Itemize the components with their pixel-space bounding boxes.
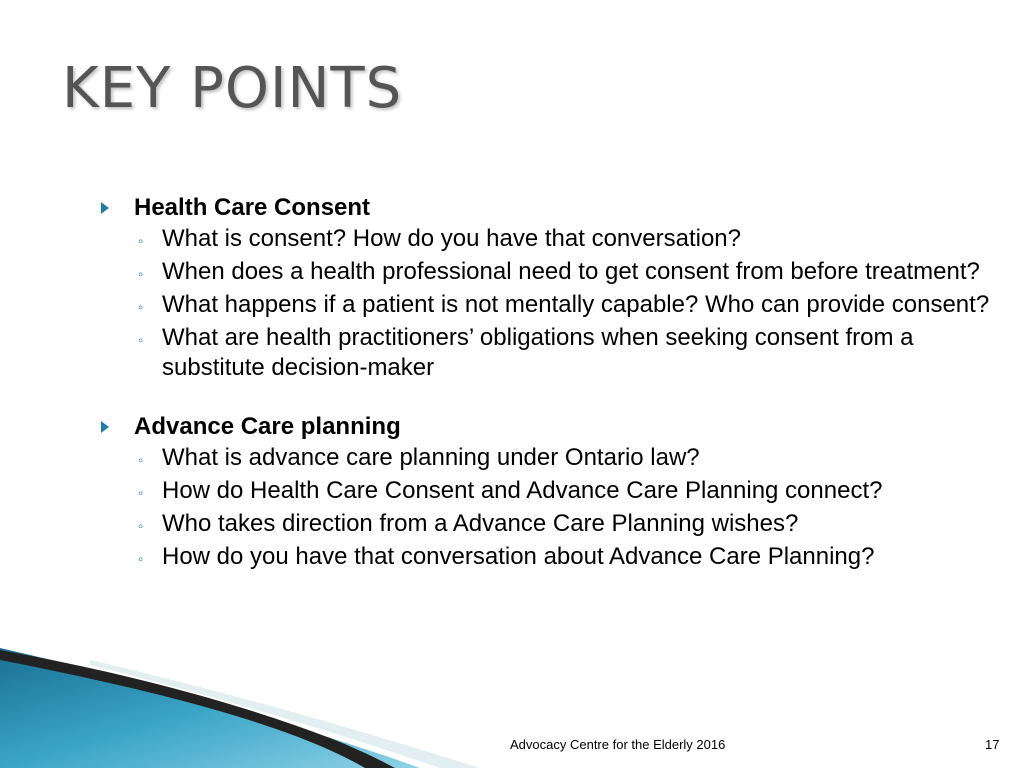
list-item: ◦ How do Health Care Consent and Advance Care Planning connect? (134, 476, 1000, 506)
triangle-right-icon (100, 201, 134, 215)
list-item: ◦ What is consent? How do you have that conversation? (134, 224, 1000, 254)
slide-title: KEY POINTS (62, 56, 403, 121)
sub-list (100, 443, 1000, 572)
section-heading: Health Care Consent (134, 194, 371, 221)
hollow-circle-icon: ◦ (138, 266, 144, 283)
list-item: ◦ How do you have that conversation about Advance Care Planning? (134, 542, 1000, 572)
list-item: ◦ What happens if a patient is not mentally capable? Who can provide consent? (134, 290, 1000, 320)
sub-list (100, 224, 1000, 383)
hollow-circle-icon: ◦ (138, 332, 144, 349)
triangle-right-icon (100, 420, 134, 434)
hollow-circle-icon: ◦ (138, 299, 144, 316)
hollow-circle-icon: ◦ (138, 518, 144, 535)
list-item: ◦ Who takes direction from a Advance Care Planning wishes? (134, 509, 1000, 539)
hollow-circle-icon: ◦ (138, 485, 144, 502)
list-item: ◦ What are health practitioners’ obligations when seeking consent from a substitute decision-maker (138, 324, 914, 381)
section-advance-care-planning (100, 411, 1000, 572)
list-item: ◦ What is advance care planning under Ontario law? (134, 443, 1000, 473)
page-number: 17 (985, 737, 1000, 752)
hollow-circle-icon: ◦ (138, 233, 144, 250)
hollow-circle-icon: ◦ (138, 551, 144, 568)
section-health-care-consent (100, 192, 1000, 383)
hollow-circle-icon: ◦ (138, 452, 144, 469)
section-heading: Advance Care planning (134, 413, 401, 440)
slide-content (100, 192, 1000, 600)
footer-text: Advocacy Centre for the Elderly 2016 (510, 737, 726, 752)
list-item: ◦ When does a health professional need to get consent from before treatment? (134, 257, 1000, 287)
